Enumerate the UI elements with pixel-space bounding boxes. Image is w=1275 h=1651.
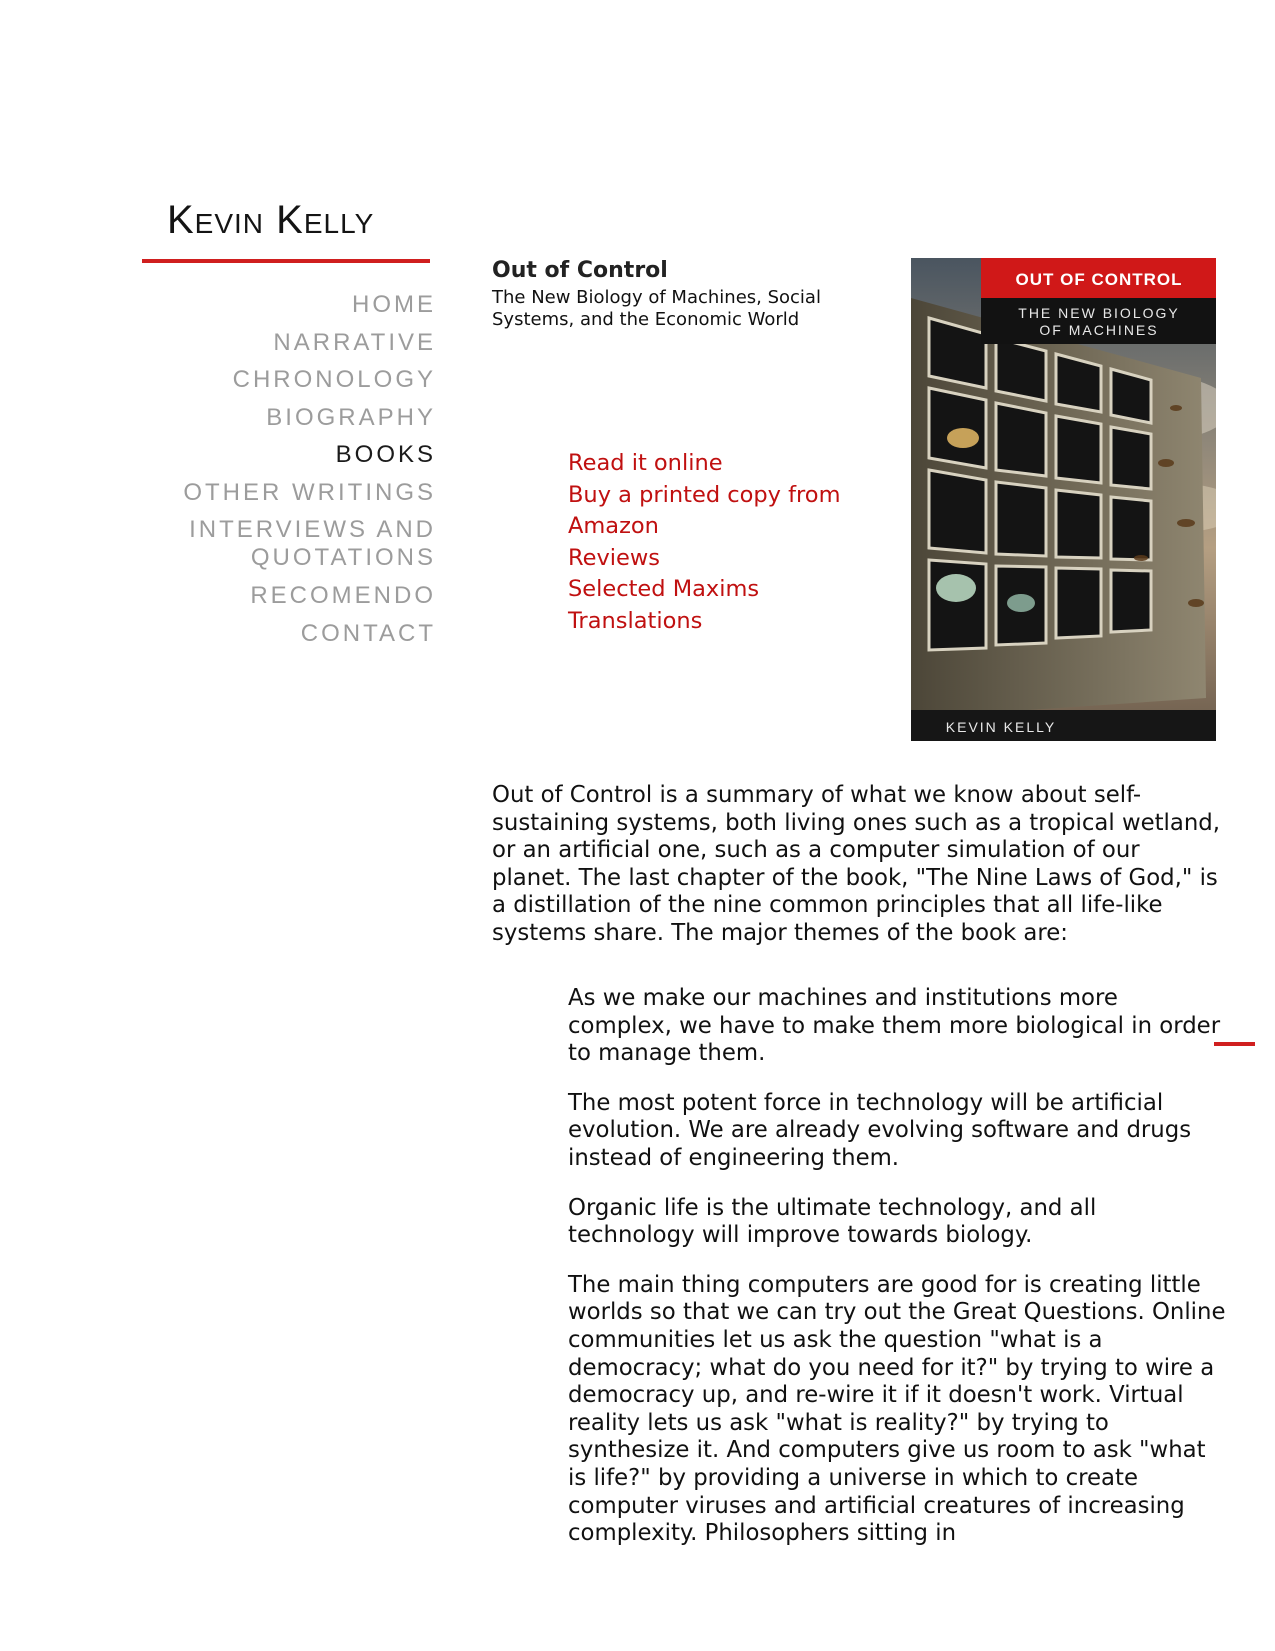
nav-item-interviews-line2: QUOTATIONS [250, 544, 436, 571]
cover-author: KEVIN KELLY [945, 719, 1057, 735]
book-title: Out of Control [492, 258, 668, 283]
nav-item-contact[interactable]: CONTACT [300, 619, 436, 647]
nav-item-chronology[interactable]: CHRONOLOGY [232, 366, 436, 393]
nav-item-interviews-line1: INTERVIEWS AND [189, 516, 436, 543]
theme-item: Organic life is the ultimate technology, and all technology will improve towards biology. [568, 1194, 1097, 1249]
amazon-link[interactable]: Amazon [568, 513, 659, 539]
nav-item-narrative[interactable]: NARRATIVE [273, 328, 436, 356]
reviews-link[interactable]: Reviews [568, 544, 660, 571]
cover-subtitle-line1: THE NEW BIOLOGY [1018, 305, 1180, 321]
themes-list [568, 985, 1228, 1570]
translations-link[interactable]: Translations [568, 607, 703, 634]
read-online-link[interactable]: Read it online [568, 450, 723, 476]
logo-underline [142, 259, 430, 263]
nav-item-books[interactable]: BOOKS [335, 441, 436, 468]
book-cover-image [911, 258, 1216, 741]
red-accent-mark [1214, 1042, 1255, 1046]
maxims-link[interactable]: Selected Maxims [568, 576, 760, 602]
nav-item-biography[interactable]: BIOGRAPHY [266, 403, 436, 431]
theme-item: The main thing computers are good for is creating little worlds so that we can try out the Great Questions. Online communities let us ask the question "what is a democracy; what do you need for it?" by trying to wire a democracy up, and re-wire it if it doesn't work. Virtual reality lets us ask "what is reality?" by trying to synthesize it. And computers give us room to ask "what is life?" by providing a universe in which to create computer viruses and artificial creatures of increasing complexity. Philosophers sitting in [568, 1271, 1226, 1547]
cover-subtitle-line2: OF MACHINES [1039, 322, 1159, 338]
theme-item: As we make our machines and institutions more complex, we have to make them more biological in order to manage them. [568, 985, 1221, 1067]
theme-item: The most potent force in technology will be artificial evolution. We are already evolving software and drugs instead of engineering them. [568, 1089, 1192, 1171]
nav-item-recomendo[interactable]: RECOMENDO [250, 582, 436, 609]
intro-paragraph: Out of Control is a summary of what we know about self-sustaining systems, both living ones such as a tropical wetland, or an artificial one, such as a computer simulation of our planet. The last chapter of the book, "The Nine Laws of God," is a distillation of the nine common principles that all life-like systems share. The major themes of the book are: [492, 782, 1221, 946]
nav-item-home[interactable]: HOME [352, 291, 436, 318]
main-nav [183, 286, 436, 652]
book-links [568, 448, 868, 637]
site-logo[interactable]: Kevin Kelly [167, 198, 375, 242]
nav-item-interviews[interactable] [183, 516, 436, 572]
buy-printed-link[interactable]: Buy a printed copy from [568, 481, 841, 508]
book-subtitle: The New Biology of Machines, Social Systems, and the Economic World [492, 287, 821, 330]
cover-banner-text: OUT OF CONTROL [1015, 270, 1183, 289]
nav-item-other-writings[interactable]: OTHER WRITINGS [183, 478, 436, 506]
